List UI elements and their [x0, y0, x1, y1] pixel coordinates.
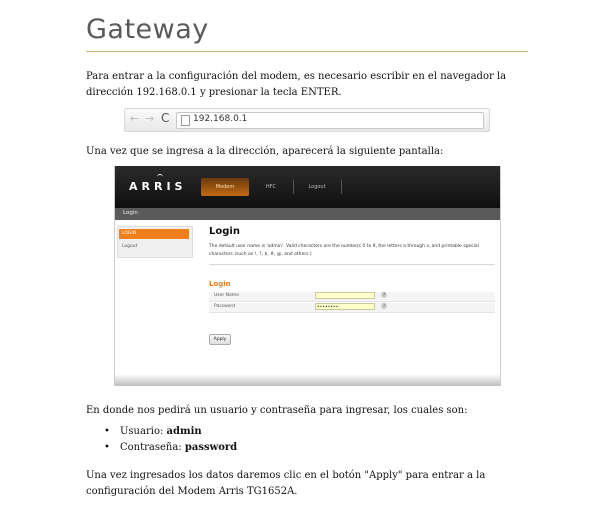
tab-hfc: HFC: [265, 184, 277, 190]
browser-address-bar: [124, 108, 490, 132]
back-arrow-icon: ←: [130, 112, 140, 125]
router-login-heading: Login: [209, 226, 240, 237]
password-field: ••••••••: [315, 303, 375, 310]
bullet-icon: •: [104, 426, 110, 437]
list-item: [104, 440, 237, 456]
credentials-paragraph: En donde nos pedirá un usuario y contraseña para ingresar, los cuales son:: [86, 405, 468, 416]
intro-paragraph: Para entrar a la configuración del modem, es necesario escribir en el navegador la dirección 192.168.0.1 y presionar la tecla ENTER.: [86, 71, 507, 98]
list-item: [104, 424, 237, 440]
sidebar-item-login: LOGIN: [119, 229, 189, 239]
tab-separator: [341, 180, 342, 194]
username-credential-label: Usuario:: [120, 426, 167, 437]
password-credential-label: Contraseña:: [120, 442, 185, 453]
forward-arrow-icon: →: [145, 112, 155, 125]
arris-logo-mark: [157, 174, 163, 180]
password-label: Password: [214, 304, 236, 309]
page-icon: [181, 115, 190, 126]
help-icon: ?: [382, 292, 386, 297]
password-row: [209, 303, 495, 313]
help-icon: ?: [382, 303, 386, 308]
username-field: [315, 292, 375, 299]
tab-logout: Logout: [308, 184, 326, 190]
router-login-screenshot: [114, 166, 501, 386]
closing-paragraph: Una vez ingresados los datos daremos clic en el botón "Apply" para entrar a la configuración del Modem Arris TG1652A.: [86, 470, 486, 497]
router-login-description: The default user name is 'admin'. Valid characters are the numbers 0 to 9, the letters a through z, and printable special characters (such as !, ?, $, #, @, and others.): [209, 244, 479, 257]
tab-separator: [293, 180, 294, 194]
subnav-login: Login: [123, 210, 138, 216]
router-divider: [209, 264, 495, 265]
username-row: [209, 292, 495, 302]
url-field: [176, 112, 484, 129]
credentials-list: [104, 424, 237, 456]
apply-button: Apply: [209, 334, 231, 345]
password-credential-value: password: [184, 442, 238, 453]
router-footer-fade: [115, 374, 500, 386]
username-credential-value: admin: [166, 426, 202, 437]
title-divider: [86, 51, 528, 52]
router-subnav: [115, 208, 500, 220]
tab-modem: Modem: [201, 178, 249, 196]
reload-icon: C: [161, 111, 170, 125]
bullet-icon: •: [104, 442, 110, 453]
screen-paragraph: Una vez que se ingresa a la dirección, aparecerá la siguiente pantalla:: [86, 146, 444, 157]
page-title: Gateway: [86, 14, 209, 45]
url-text: 192.168.0.1: [193, 114, 248, 124]
username-label: User Name: [214, 293, 239, 298]
sidebar-item-logout: Logout: [122, 244, 138, 249]
arris-logo: ARRIS: [129, 180, 187, 193]
router-form-heading: Login: [209, 280, 231, 288]
